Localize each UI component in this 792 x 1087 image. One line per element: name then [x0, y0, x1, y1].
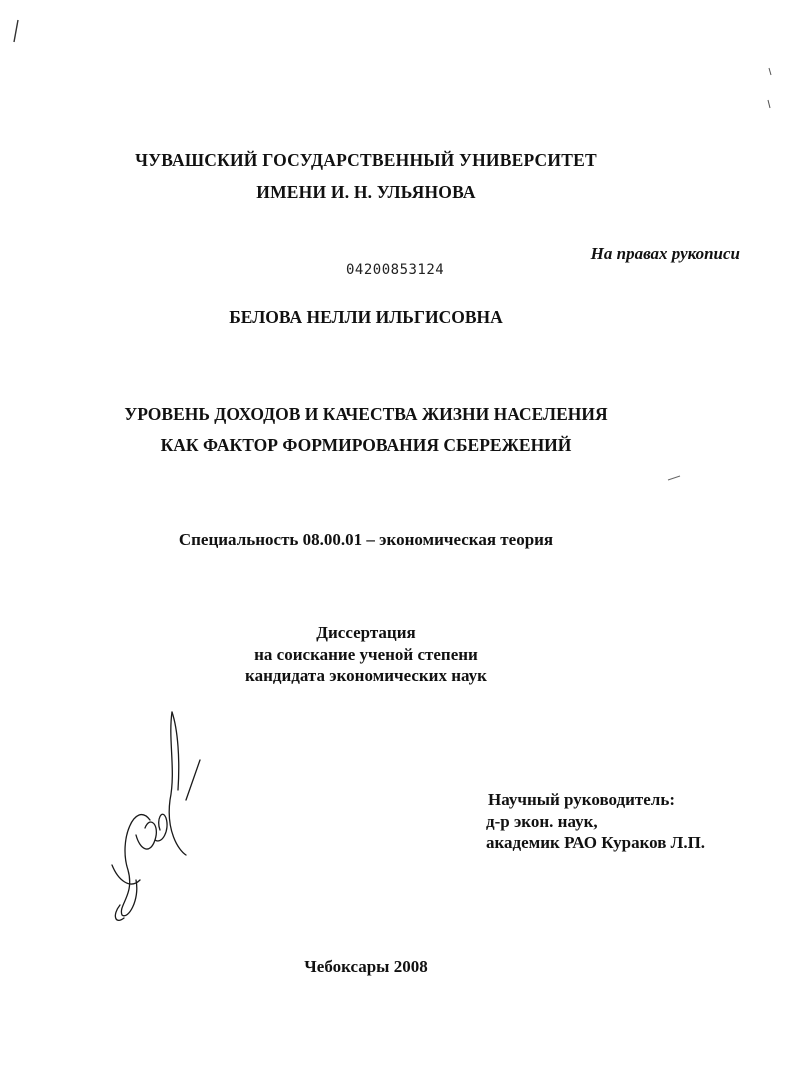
university-name-line1: ЧУВАШСКИЙ ГОСУДАРСТВЕННЫЙ УНИВЕРСИТЕТ [135, 150, 597, 170]
supervisor-label: Научный руководитель: [488, 790, 675, 809]
thesis-title-line1: УРОВЕНЬ ДОХОДОВ И КАЧЕСТВА ЖИЗНИ НАСЕЛЕНИЯ [124, 404, 608, 424]
scan-artifact-topright [769, 68, 771, 75]
thesis-title-line2: КАК ФАКТОР ФОРМИРОВАНИЯ СБЕРЕЖЕНИЙ [160, 435, 572, 455]
scan-artifact-dash [668, 476, 680, 480]
supervisor-degree: д-р экон. наук, [486, 812, 598, 831]
specialty: Специальность 08.00.01 – экономическая теория [178, 530, 554, 549]
city-year: Чебоксары 2008 [304, 957, 428, 976]
manuscript-note: На правах рукописи [590, 244, 740, 263]
dissertation-label: Диссертация [316, 623, 416, 642]
scan-artifact-right [768, 100, 770, 108]
scan-artifact-topleft [14, 20, 18, 42]
author-name: БЕЛОВА НЕЛЛИ ИЛЬГИСОВНА [229, 307, 503, 327]
document-code: 04200853124 [346, 262, 445, 278]
degree-name: кандидата экономических наук [245, 666, 487, 685]
supervisor-name: академик РАО Кураков Л.П. [486, 833, 706, 852]
university-name-line2: ИМЕНИ И. Н. УЛЬЯНОВА [256, 182, 476, 202]
degree-purpose: на соискание ученой степени [254, 645, 478, 664]
